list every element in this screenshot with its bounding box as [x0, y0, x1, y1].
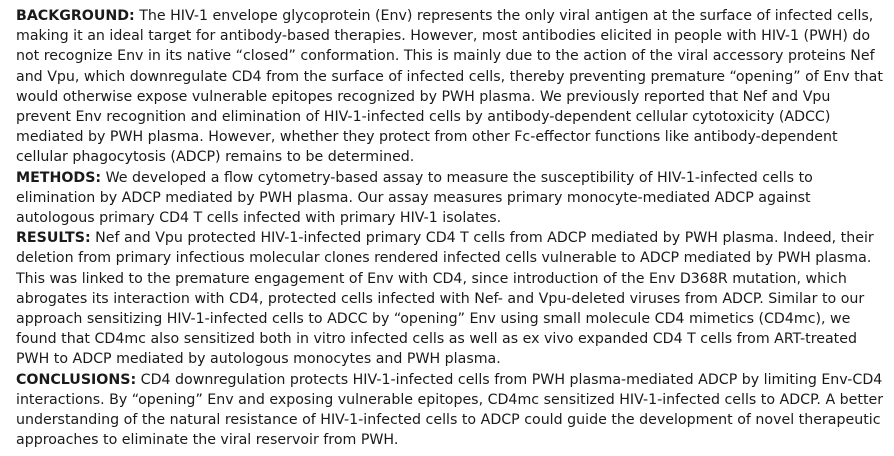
results-paragraph — [16, 228, 886, 369]
methods-text: We developed a flow cytometry-based assay to measure the susceptibility of HIV-1-infected cells to elimination by ADCP mediated by PWH plasma. Our assay measures primary monocyte-mediated ADCP against autologous primary CD4 T cells infected with primary HIV-1 isolates. — [16, 169, 813, 227]
results-text: Nef and Vpu protected HIV-1-infected primary CD4 T cells from ADCP mediated by PWH plasma. Indeed, their deletion from primary infectious molecular clones rendered infected cells vulnerable to ADCP mediated by PWH plasma. This was linked to the premature engagement of Env with CD4, since introduction of the Env D368R mutation, which abrogates its interaction with CD4, protected cells infected with Nef- and Vpu-deleted viruses from ADCP. Similar to our approach sensitizing HIV-1-infected cells to ADCC by “opening” Env using small molecule CD4 mimetics (CD4mc), we found that CD4mc also sensitized both in vitro infected cells as well as ex vivo expanded CD4 T cells from ART-treated PWH to ADCP mediated by autologous monocytes and PWH plasma. — [16, 230, 874, 368]
background-label: BACKGROUND: — [16, 8, 135, 24]
background-paragraph — [16, 6, 886, 168]
results-label: RESULTS: — [16, 230, 91, 247]
methods-paragraph — [16, 168, 886, 229]
methods-label: METHODS: — [16, 169, 102, 186]
conclusions-text: CD4 downregulation protects HIV-1-infected cells from PWH plasma-mediated ADCP by limiting Env-CD4 interactions. By “opening” Env and exposing vulnerable epitopes, CD4mc sensitized HIV-1-infected cells to ADCP. A better understanding of the natural resistance of HIV-1-infected cells to ADCP could guide the development of novel therapeutic approaches to eliminate the viral reservoir from PWH. — [16, 371, 884, 449]
background-text: The HIV-1 envelope glycoprotein (Env) represents the only viral antigen at the surface of infected cells, making it an ideal target for antibody-based therapies. However, most antibodies elicited in people with HIV-1 (PWH) do not recognize Env in its native “closed” conformation. This is mainly due to the action of the viral accessory proteins Nef and Vpu, which downregulate CD4 from the surface of infected cells, thereby preventing premature “opening” of Env that would otherwise expose vulnerable epitopes recognized by PWH plasma. We previously reported that Nef and Vpu prevent Env recognition and elimination of HIV-1-infected cells by antibody-dependent cellular cytotoxicity (ADCC) mediated by PWH plasma. However, whether they protect from other Fc-effector functions like antibody-dependent cellular phagocytosis (ADCP) remains to be determined. — [16, 8, 883, 166]
conclusions-label: CONCLUSIONS: — [16, 371, 137, 388]
conclusions-paragraph — [16, 370, 886, 451]
